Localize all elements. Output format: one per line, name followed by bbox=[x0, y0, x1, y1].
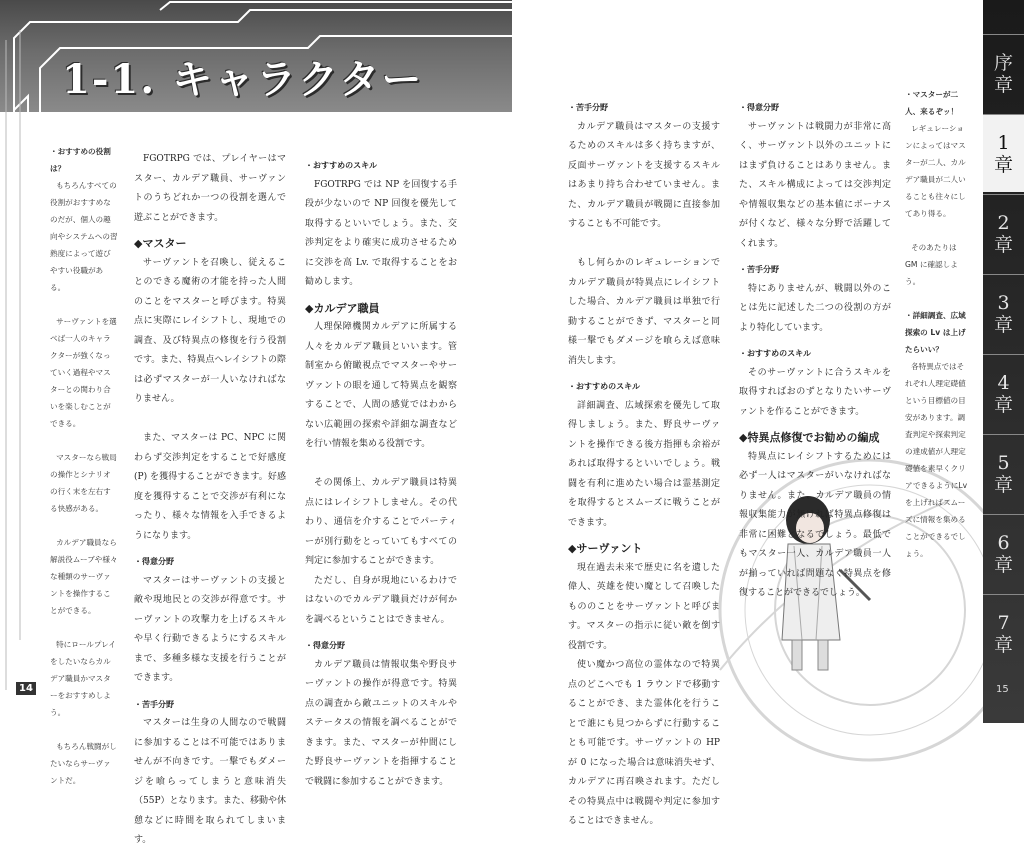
sidebar-gap bbox=[50, 296, 118, 313]
chapter-tab-label: 1 bbox=[997, 131, 1010, 154]
sidebar-text: そのあたりは GM に確認しよう。 bbox=[905, 243, 958, 286]
body-paragraph: 人理保障機関カルデアに所属する人々をカルデア職員といいます。管制室から俯瞰視点でマスターやサーヴァントの眼を通して特異点を観察することで、人間の感覚ではわからない広範囲の探索や詳細な調査などを行い情報を集める役割です。 bbox=[305, 322, 457, 449]
chapter-tab-label: 章 bbox=[993, 73, 1013, 96]
chapter-tab-label: 章 bbox=[993, 553, 1013, 576]
chapter-tabs bbox=[983, 0, 1024, 723]
chapter-tab-4[interactable] bbox=[983, 274, 1024, 352]
chapter-tab-label: 6 bbox=[997, 531, 1010, 554]
body-paragraph: サーヴァントを召喚し、従えることのできる魔術の才能を持った人間のことをマスターと呼びます。特異点に実際にレイシフトし、現地での調査、及び特異点の修復を行う役割です。また、特異点へレイシフトの際は必ずマスターが一人いなければなりません。 bbox=[134, 257, 286, 404]
subsection-heading: ・得意分野 bbox=[739, 103, 779, 112]
subsection-heading: ・苦手分野 bbox=[568, 103, 608, 112]
subsection-heading: ・おすすめのスキル bbox=[568, 382, 640, 391]
chapter-tab-label: 章 bbox=[993, 633, 1013, 656]
body-paragraph: マスターはサーヴァントの支援と敵や現地民との交渉が得意です。サーヴァントの攻撃力を上げるスキルや早く行動できるようにするスキルまで、多種多様な支援を行うことができます。 bbox=[134, 575, 286, 683]
sidebar-text: 各特異点ではそれぞれ人理定礎値という目標値の目安があります。調査判定や探索判定の達成値が人理定礎値を素早くクリアできるようにLvを上げればスムーズに情報を集めることができるでしょう。 bbox=[905, 362, 968, 558]
paragraph-gap bbox=[305, 455, 457, 475]
chapter-tab-1[interactable] bbox=[983, 34, 1024, 112]
body-paragraph: 特にありませんが、戦闘以外のことは先に記述した二つの役割の方がより特化しています。 bbox=[739, 283, 891, 333]
sidebar-heading: ・おすすめの役割は？ bbox=[50, 147, 111, 173]
chapter-tab-3[interactable] bbox=[983, 194, 1024, 272]
right-page bbox=[512, 0, 1024, 826]
section-heading: ◆サーヴァント bbox=[568, 542, 643, 555]
sidebar-text: もちろん戦闘がしたいならサーヴァントだ。 bbox=[50, 742, 117, 785]
sidebar-gap bbox=[905, 290, 971, 307]
chapter-tab-label: 章 bbox=[993, 153, 1013, 176]
body-paragraph: 使い魔かつ高位の霊体なので特異点のどこへでも 1 ラウンドで移動することができ、また霊体化を行うことで誰にも見つからずに行動することも可能です。サーヴァントの HP が 0 になった場合は意味消失せず、カルデアに再召喚されます。ただしその特異点中は戦闘や判定に参加することはできません。 bbox=[568, 660, 720, 826]
body-paragraph: その関係上、カルデア職員は特異点にはレイシフトしません。その代わり、通信を介することでパーティーが別行動をとっていてもすべての判定に参加することができます。 bbox=[305, 478, 457, 566]
chapter-tab-label: 4 bbox=[997, 371, 1010, 394]
sidebar-heading: ・マスターが二人、来るぞッ！ bbox=[905, 90, 959, 116]
sidebar-gap bbox=[50, 517, 118, 534]
body-paragraph: もし何らかのレギュレーションでカルデア職員が特異点にレイシフトした場合、カルデア職員は単独で行動することができず、マスターと同様一撃でもダメージを喰らえば意味消失します。 bbox=[568, 258, 720, 366]
chapter-tab-label: 章 bbox=[993, 393, 1013, 416]
sidebar-notes-left bbox=[50, 143, 118, 789]
body-paragraph: ただし、自身が現地にいるわけではないのでカルデア職員だけが何かを調べるということはできません。 bbox=[305, 575, 457, 625]
left-page bbox=[0, 0, 512, 845]
body-paragraph: カルデア職員は情報収集や野良サーヴァントの操作が得意です。特異点の調査から敵ユニットのスキルやステータスの情報を調べることができます。また、マスターが仲間にした野良サーヴァントを指揮することで戦闘に参加することができます。 bbox=[305, 659, 457, 787]
text-column-2 bbox=[305, 150, 457, 792]
body-paragraph: また、マスターは PC、NPC に関わらず交渉判定をすることで好感度 (P) を獲得することができます。好感度を獲得することで交渉が有利になったり、様々な情報を入手できるようになります。 bbox=[134, 433, 286, 541]
sidebar-text: サーヴァントを選べば一人のキャラクターが強くなっていく過程やマスターとの関わり合いを楽しむことができる。 bbox=[50, 317, 117, 428]
subsection-heading: ・苦手分野 bbox=[134, 699, 174, 709]
page-number-right: 15 bbox=[996, 684, 1009, 695]
sidebar-heading: ・詳細調査、広域探索の Lv は上げたらいい？ bbox=[905, 311, 966, 354]
body-paragraph: FGOTRPG では NP を回復する手段が少ないので NP 回復を優先して取得するといいでしょう。また、交渉判定をより確実に成功させるために交渉を高 Lv. で取得することをお勧めします。 bbox=[305, 179, 457, 287]
subsection-heading: ・苦手分野 bbox=[739, 265, 779, 274]
body-paragraph: マスターは生身の人間なので戦闘に参加することは不可能ではありませんが不向きです。一撃でもダメージを喰らってしまうと意味消失（55P）となります。また、移動や休憩などに時間を取られてしまいます。 bbox=[134, 718, 286, 845]
page-number-left: 14 bbox=[16, 682, 36, 695]
body-paragraph: そのサーヴァントに合うスキルを取得すればおのずとなりたいサーヴァントを作ることができます。 bbox=[739, 367, 891, 417]
paragraph-gap bbox=[134, 410, 286, 430]
sidebar-gap bbox=[50, 721, 118, 738]
chapter-tab-label: 序 bbox=[993, 51, 1013, 74]
sidebar-gap bbox=[905, 222, 971, 239]
body-paragraph: 詳細調査、広域探索を優先して取得しましょう。また、野良サーヴァントを操作できる後方指揮も余裕があれば取得するといいでしょう。戦闘を有利に進めたい場合は霊基測定を取得するとスムーズに戦うことができます。 bbox=[568, 400, 720, 528]
sidebar-text: カルデア職員なら解説役ムーブや様々な種類のサーヴァントを操作することができる。 bbox=[50, 538, 118, 615]
body-paragraph: 現在過去未来で歴史に名を遺した偉人、英雄を使い魔として召喚したもののことをサーヴァントと呼びます。マスターの指示に従い敵を倒す役割です。 bbox=[568, 562, 720, 651]
body-paragraph: サーヴァントは戦闘力が非常に高く、サーヴァント以外のユニットにはまず負けることはありません。また、スキル構成によっては交渉判定や情報収集などの基本値にボーナスが付くなど、様々な分野で活躍してくれます。 bbox=[739, 121, 891, 249]
text-column-4 bbox=[739, 92, 891, 604]
chapter-tab-label: 7 bbox=[997, 611, 1010, 634]
chapter-tab-2[interactable] bbox=[983, 114, 1024, 192]
sidebar-text: 特にロールプレイをしたいならカルデア職員かマスターをおすすめしよう。 bbox=[50, 640, 116, 717]
body-paragraph: FGOTRPG では、プレイヤーはマスター、カルデア職員、サーヴァントのうちどれか一つの役割を選んで遊ぶことができます。 bbox=[134, 154, 286, 223]
chapter-tab-label: 5 bbox=[997, 451, 1010, 474]
text-column-1 bbox=[134, 150, 286, 851]
subsection-heading: ・おすすめのスキル bbox=[739, 349, 811, 358]
body-paragraph: カルデア職員はマスターの支援するためのスキルは多く持ちますが、反面サーヴァントを支援するスキルはあまり持ち合わせていません。また、カルデア職員が戦闘に直接参加することも不可能です。 bbox=[568, 121, 720, 229]
subsection-heading: ・おすすめのスキル bbox=[305, 161, 377, 170]
text-column-3 bbox=[568, 92, 720, 832]
chapter-tab-label: 章 bbox=[993, 233, 1013, 256]
sidebar-text: レギュレーションによってはマスターが二人、カルデア職員が二人いることも往々にしてあり得る。 bbox=[905, 124, 966, 218]
sidebar-text: もちろんすべての役割がおすすめなのだが、個人の趣向やシステムへの習熟度によって遊びやすい役職がある。 bbox=[50, 181, 118, 292]
section-heading: ◆特異点修復でお勧めの編成 bbox=[739, 431, 880, 444]
chapter-tab-5[interactable] bbox=[983, 354, 1024, 432]
chapter-tab-label: 2 bbox=[997, 211, 1010, 234]
body-paragraph: 特異点にレイシフトするためには必ず一人はマスターがいなければなりません。また、カルデア職員の情報収集能力が無ければ特異点修復は非常に困難となるでしょう。最低でもマスター一人、カルデア職員一人が揃っていれば問題なく特異点を修復することができるでしょう。 bbox=[739, 451, 891, 598]
chapter-tab-8[interactable] bbox=[983, 594, 1024, 672]
subsection-heading: ・得意分野 bbox=[305, 641, 345, 650]
paragraph-gap bbox=[568, 235, 720, 255]
chapter-tab-label: 章 bbox=[993, 473, 1013, 496]
section-heading: ◆マスター bbox=[134, 237, 187, 250]
sidebar-gap bbox=[50, 432, 118, 449]
sidebar-text: マスターなら戦局の操作とシナリオの行く末を左右する快感がある。 bbox=[50, 453, 117, 513]
sidebar-notes-right bbox=[905, 86, 971, 562]
section-heading: ◆カルデア職員 bbox=[305, 301, 380, 315]
chapter-tab-7[interactable] bbox=[983, 514, 1024, 592]
chapter-tab-label: 章 bbox=[993, 313, 1013, 336]
chapter-tab-label: 3 bbox=[997, 291, 1010, 314]
subsection-heading: ・得意分野 bbox=[134, 557, 174, 566]
chapter-tab-6[interactable] bbox=[983, 434, 1024, 512]
page-title: 1-1. キャラクター bbox=[62, 56, 424, 103]
sidebar-gap bbox=[50, 619, 118, 636]
